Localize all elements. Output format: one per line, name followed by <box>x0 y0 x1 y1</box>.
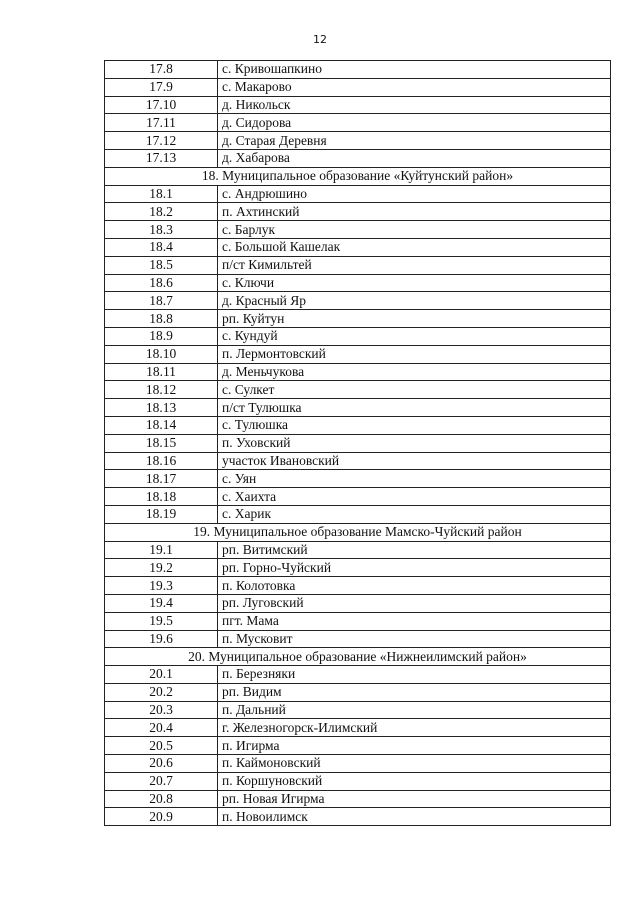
settlement-name: с. Сулкет <box>218 381 611 399</box>
row-number: 17.10 <box>105 96 218 114</box>
settlement-name: п. Новоилимск <box>218 808 611 826</box>
table-row <box>105 630 611 648</box>
settlement-name: д. Меньчукова <box>218 363 611 381</box>
table-row <box>105 559 611 577</box>
section-title: 19. Муниципальное образование Мамско-Чуйский район <box>105 523 611 541</box>
section-header-row <box>105 167 611 185</box>
row-number: 17.13 <box>105 149 218 167</box>
section-title: 18. Муниципальное образование «Куйтунский район» <box>105 167 611 185</box>
settlement-name: с. Уян <box>218 470 611 488</box>
settlement-name: п. Уховский <box>218 434 611 452</box>
settlement-name: д. Старая Деревня <box>218 132 611 150</box>
table-row <box>105 221 611 239</box>
row-number: 18.17 <box>105 470 218 488</box>
settlement-name: г. Железногорск-Илимский <box>218 719 611 737</box>
row-number: 18.15 <box>105 434 218 452</box>
settlement-name: п/ст Тулюшка <box>218 399 611 417</box>
table-row <box>105 114 611 132</box>
row-number: 20.4 <box>105 719 218 737</box>
section-header-row <box>105 648 611 666</box>
table-row <box>105 790 611 808</box>
table-row <box>105 363 611 381</box>
row-number: 18.3 <box>105 221 218 239</box>
settlement-name: д. Хабарова <box>218 149 611 167</box>
table-row <box>105 541 611 559</box>
row-number: 20.8 <box>105 790 218 808</box>
settlement-name: п. Коршуновский <box>218 772 611 790</box>
table-row <box>105 755 611 773</box>
settlement-name: п. Лермонтовский <box>218 345 611 363</box>
table-row <box>105 185 611 203</box>
table-row <box>105 683 611 701</box>
row-number: 19.6 <box>105 630 218 648</box>
table-row <box>105 594 611 612</box>
row-number: 18.14 <box>105 416 218 434</box>
settlement-name: с. Барлук <box>218 221 611 239</box>
settlement-name: с. Андрюшино <box>218 185 611 203</box>
section-header-row <box>105 523 611 541</box>
table-row <box>105 149 611 167</box>
table-row <box>105 238 611 256</box>
row-number: 18.2 <box>105 203 218 221</box>
settlement-name: п. Дальний <box>218 701 611 719</box>
table-row <box>105 577 611 595</box>
settlement-name: п/ст Кимильтей <box>218 256 611 274</box>
table-row <box>105 701 611 719</box>
row-number: 18.13 <box>105 399 218 417</box>
table-row <box>105 381 611 399</box>
settlement-name: п. Березняки <box>218 666 611 684</box>
row-number: 20.7 <box>105 772 218 790</box>
settlement-name: п. Ахтинский <box>218 203 611 221</box>
row-number: 17.11 <box>105 114 218 132</box>
settlement-name: с. Тулюшка <box>218 416 611 434</box>
table-row <box>105 719 611 737</box>
settlement-name: д. Красный Яр <box>218 292 611 310</box>
table-row <box>105 488 611 506</box>
page-number: 12 <box>313 33 327 46</box>
row-number: 20.6 <box>105 755 218 773</box>
settlement-name: с. Хаихта <box>218 488 611 506</box>
settlement-name: п. Колотовка <box>218 577 611 595</box>
settlements-table-body <box>105 61 611 826</box>
row-number: 18.10 <box>105 345 218 363</box>
table-row <box>105 505 611 523</box>
settlement-name: д. Никольск <box>218 96 611 114</box>
row-number: 18.7 <box>105 292 218 310</box>
table-row <box>105 310 611 328</box>
row-number: 18.16 <box>105 452 218 470</box>
settlement-name: с. Большой Кашелак <box>218 238 611 256</box>
settlement-name: с. Макарово <box>218 78 611 96</box>
table-row <box>105 612 611 630</box>
row-number: 19.4 <box>105 594 218 612</box>
row-number: 20.1 <box>105 666 218 684</box>
table-row <box>105 737 611 755</box>
table-row <box>105 203 611 221</box>
row-number: 17.12 <box>105 132 218 150</box>
table-row <box>105 666 611 684</box>
settlement-name: п. Мусковит <box>218 630 611 648</box>
row-number: 18.18 <box>105 488 218 506</box>
table-row <box>105 274 611 292</box>
table-row <box>105 434 611 452</box>
row-number: 18.1 <box>105 185 218 203</box>
table-row <box>105 78 611 96</box>
settlement-name: рп. Витимский <box>218 541 611 559</box>
row-number: 18.4 <box>105 238 218 256</box>
settlements-table <box>104 60 611 826</box>
row-number: 20.2 <box>105 683 218 701</box>
row-number: 19.3 <box>105 577 218 595</box>
table-row <box>105 327 611 345</box>
table-row <box>105 470 611 488</box>
settlement-name: д. Сидорова <box>218 114 611 132</box>
settlement-name: с. Кундуй <box>218 327 611 345</box>
row-number: 20.5 <box>105 737 218 755</box>
table-row <box>105 808 611 826</box>
row-number: 18.19 <box>105 505 218 523</box>
row-number: 18.11 <box>105 363 218 381</box>
row-number: 17.8 <box>105 61 218 79</box>
settlement-name: п. Каймоновский <box>218 755 611 773</box>
table-row <box>105 772 611 790</box>
table-row <box>105 96 611 114</box>
row-number: 17.9 <box>105 78 218 96</box>
row-number: 20.3 <box>105 701 218 719</box>
row-number: 18.8 <box>105 310 218 328</box>
settlement-name: участок Ивановский <box>218 452 611 470</box>
section-title: 20. Муниципальное образование «Нижнеилимский район» <box>105 648 611 666</box>
table-row <box>105 61 611 79</box>
settlement-name: рп. Горно-Чуйский <box>218 559 611 577</box>
table-row <box>105 345 611 363</box>
settlement-name: п. Игирма <box>218 737 611 755</box>
settlement-name: пгт. Мама <box>218 612 611 630</box>
row-number: 19.1 <box>105 541 218 559</box>
row-number: 18.9 <box>105 327 218 345</box>
row-number: 18.5 <box>105 256 218 274</box>
table-row <box>105 452 611 470</box>
row-number: 18.6 <box>105 274 218 292</box>
table-row <box>105 256 611 274</box>
settlement-name: рп. Куйтун <box>218 310 611 328</box>
settlement-name: с. Кривошапкино <box>218 61 611 79</box>
settlement-name: рп. Новая Игирма <box>218 790 611 808</box>
settlement-name: с. Ключи <box>218 274 611 292</box>
settlement-name: рп. Луговский <box>218 594 611 612</box>
table-row <box>105 399 611 417</box>
table-row <box>105 132 611 150</box>
row-number: 20.9 <box>105 808 218 826</box>
settlement-name: рп. Видим <box>218 683 611 701</box>
row-number: 19.2 <box>105 559 218 577</box>
row-number: 18.12 <box>105 381 218 399</box>
row-number: 19.5 <box>105 612 218 630</box>
table-row <box>105 416 611 434</box>
settlement-name: с. Харик <box>218 505 611 523</box>
table-row <box>105 292 611 310</box>
